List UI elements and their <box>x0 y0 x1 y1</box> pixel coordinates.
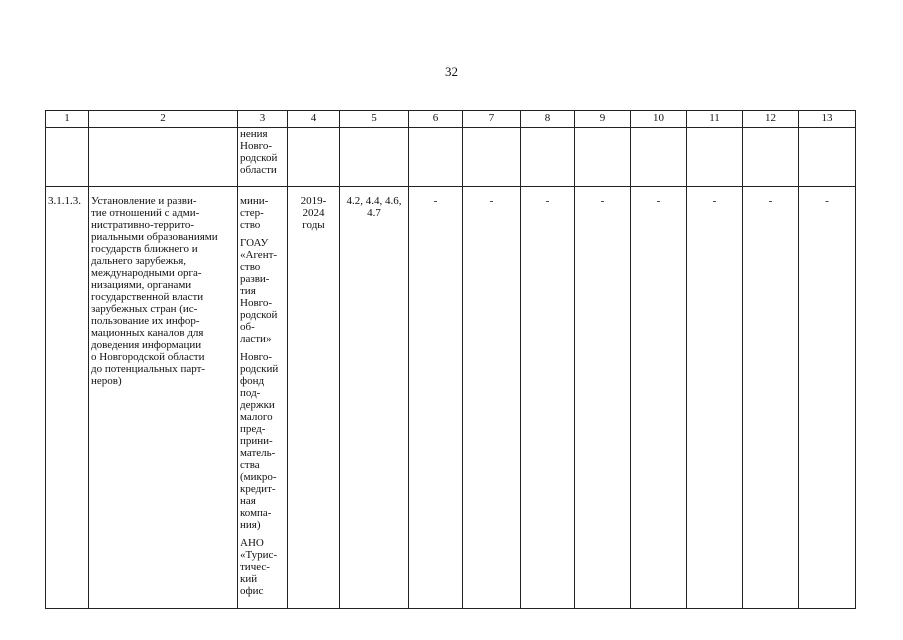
executor-line: прини- <box>240 435 273 447</box>
description-line: международными орга- <box>91 267 202 279</box>
description-line: доведения информации <box>91 339 202 351</box>
description-line: зарубежных стран (ис- <box>91 303 198 315</box>
executor-line: ство <box>240 219 261 231</box>
continued-executor-cell <box>238 128 288 187</box>
row-description <box>89 187 238 609</box>
value-cell: - <box>409 187 463 609</box>
executor-ministry <box>240 195 285 231</box>
empty-cell <box>463 128 521 187</box>
executor-line: кредит- <box>240 483 276 495</box>
executor-line: стер- <box>240 207 264 219</box>
row-number: 3.1.1.3. <box>46 187 89 609</box>
empty-cell <box>89 128 238 187</box>
executor-line: ная <box>240 495 256 507</box>
executor-line: ния) <box>240 519 261 531</box>
value-cell: - <box>463 187 521 609</box>
continued-row <box>46 128 856 187</box>
executor-line: компа- <box>240 507 272 519</box>
executor-line: АНО <box>240 537 264 549</box>
executor-line: мини- <box>240 195 269 207</box>
header-cell: 9 <box>575 111 631 128</box>
value-cell: - <box>799 187 856 609</box>
executor-line: держки <box>240 399 275 411</box>
header-cell: 11 <box>687 111 743 128</box>
executor-line: офис <box>240 585 264 597</box>
value-cell: - <box>521 187 575 609</box>
executor-line: пред- <box>240 423 266 435</box>
period-line: 2019- <box>300 195 327 207</box>
description-line: тие отношений с адми- <box>91 207 200 219</box>
executor-line: тичес- <box>240 561 270 573</box>
executor-line: (микро- <box>240 471 277 483</box>
empty-cell <box>575 128 631 187</box>
period-cell <box>288 187 340 609</box>
executor-line: матель- <box>240 447 276 459</box>
executor-line: родский <box>240 363 279 375</box>
empty-cell <box>743 128 799 187</box>
indicator-line: 4.7 <box>367 207 381 219</box>
period-line: годы <box>302 219 325 231</box>
executor-line: Новго- <box>240 297 273 309</box>
header-cell: 10 <box>631 111 687 128</box>
description-line: государств ближнего и <box>91 243 198 255</box>
header-cell: 1 <box>46 111 89 128</box>
table-row <box>46 187 856 609</box>
description-line: риальными образованиями <box>91 231 218 243</box>
executor-line: ство <box>240 261 261 273</box>
executor-line: нения <box>240 128 268 140</box>
indicator-line: 4.2, 4.4, 4.6, <box>346 195 402 207</box>
description-line: низациями, органами <box>91 279 192 291</box>
empty-cell <box>687 128 743 187</box>
value-cell: - <box>743 187 799 609</box>
executor-line: родской <box>240 309 278 321</box>
value-cell: - <box>631 187 687 609</box>
header-cell: 7 <box>463 111 521 128</box>
executor-line: фонд <box>240 375 265 387</box>
header-cell: 12 <box>743 111 799 128</box>
executor-line: малого <box>240 411 273 423</box>
description-line: о Новгородской области <box>91 351 205 363</box>
executor-line: «Турис- <box>240 549 278 561</box>
description-line: мационных каналов для <box>91 327 204 339</box>
executors-cell <box>238 187 288 609</box>
header-cell: 2 <box>89 111 238 128</box>
page-number: 32 <box>445 64 458 79</box>
description-line: Установление и разви- <box>91 195 197 207</box>
description-line: до потенциальных парт- <box>91 363 206 375</box>
description-line: пользование их инфор- <box>91 315 200 327</box>
executor-line: об- <box>240 321 255 333</box>
header-cell: 3 <box>238 111 288 128</box>
program-table <box>45 110 856 609</box>
header-cell: 8 <box>521 111 575 128</box>
period-line: 2024 <box>302 207 325 219</box>
description-line: нистративно-террито- <box>91 219 195 231</box>
empty-cell <box>46 128 89 187</box>
header-cell: 13 <box>799 111 856 128</box>
executor-business-fund <box>240 351 285 531</box>
value-cell: - <box>687 187 743 609</box>
executor-line: под- <box>240 387 261 399</box>
empty-cell <box>631 128 687 187</box>
empty-cell <box>340 128 409 187</box>
empty-cell <box>409 128 463 187</box>
header-cell: 4 <box>288 111 340 128</box>
executor-line: области <box>240 164 277 176</box>
indicators-cell <box>340 187 409 609</box>
value-cell: - <box>575 187 631 609</box>
empty-cell <box>288 128 340 187</box>
executor-line: разви- <box>240 273 270 285</box>
executor-line: ства <box>240 459 260 471</box>
executor-line: Новго- <box>240 351 273 363</box>
empty-cell <box>521 128 575 187</box>
executor-line: Новго- <box>240 140 273 152</box>
header-cell: 6 <box>409 111 463 128</box>
description-line: дальнего зарубежья, <box>91 255 187 267</box>
executor-tourist-office <box>240 537 285 597</box>
executor-line: «Агент- <box>240 249 278 261</box>
description-line: государственной власти <box>91 291 204 303</box>
executor-line: кий <box>240 573 258 585</box>
executor-development-agency <box>240 237 285 345</box>
header-cell: 5 <box>340 111 409 128</box>
empty-cell <box>799 128 856 187</box>
description-line: неров) <box>91 375 122 387</box>
executor-line: ГОАУ <box>240 237 269 249</box>
executor-line: ласти» <box>240 333 272 345</box>
executor-line: родской <box>240 152 278 164</box>
header-row <box>46 111 856 128</box>
executor-line: тия <box>240 285 256 297</box>
